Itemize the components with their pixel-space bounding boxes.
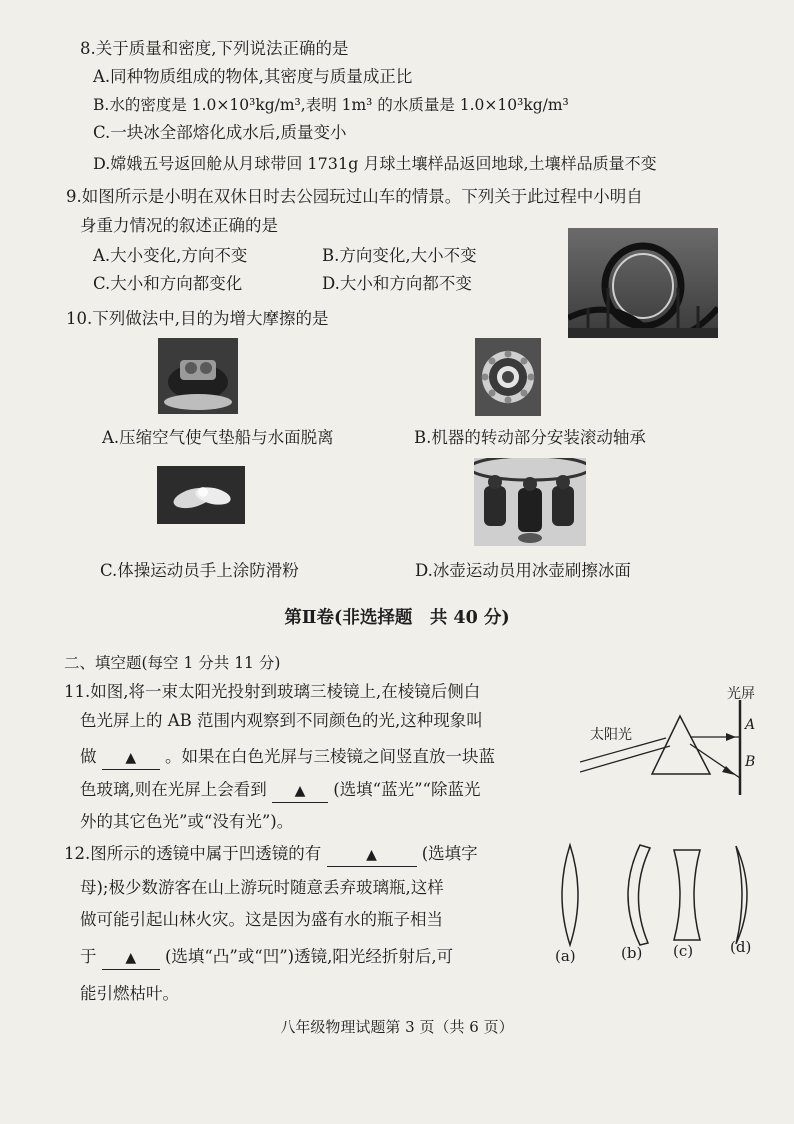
q10-option-d: D.冰壶运动员用冰壶刷擦冰面	[415, 561, 631, 580]
q8-option-c: C.一块冰全部熔化成水后,质量变小	[93, 123, 347, 142]
q8-stem: 8.关于质量和密度,下列说法正确的是	[80, 39, 349, 58]
q9-stem-line1: 9.如图所示是小明在双休日时去公园玩过山车的情景。下列关于此过程中小明自	[66, 187, 643, 206]
q12-line5: 能引燃枯叶。	[80, 984, 179, 1003]
q9-option-c: C.大小和方向都变化	[93, 274, 243, 293]
roller-coaster-photo	[568, 228, 718, 338]
lens-label-d: (d)	[730, 938, 752, 956]
q12-line3: 做可能引起山林火灾。这是因为盛有水的瓶子相当	[80, 910, 443, 929]
q8-option-b: B.水的密度是 1.0×10³kg/m³,表明 1m³ 的水质量是 1.0×10³kg/m³	[93, 96, 569, 114]
q11-line4-start: 色玻璃,则在光屏上会看到	[80, 780, 267, 799]
q9-option-d: D.大小和方向都不变	[322, 274, 472, 293]
q9-option-b: B.方向变化,大小不变	[322, 246, 477, 265]
q12-line1-end: (选填字	[421, 844, 478, 863]
q12-blank-2[interactable]	[102, 946, 160, 970]
page-footer: 八年级物理试题第 3 页（共 6 页）	[280, 1018, 514, 1036]
q12-line2: 母);极少数游客在山上游玩时随意丢弃玻璃瓶,这样	[80, 878, 444, 897]
q10-option-a: A.压缩空气使气垫船与水面脱离	[102, 428, 334, 447]
answer-mark: ▲	[294, 783, 306, 799]
q11-blank-2[interactable]	[272, 779, 328, 803]
curling-photo	[474, 458, 586, 546]
section-title: 第Ⅱ卷(非选择题 共 40 分)	[284, 608, 510, 628]
q12-line1-start: 12.图所示的透镜中属于凹透镜的有	[64, 844, 322, 863]
answer-mark: ▲	[366, 847, 377, 863]
answer-mark: ▲	[125, 950, 137, 966]
q10-stem: 10.下列做法中,目的为增大摩擦的是	[66, 309, 329, 328]
prism-point-b-label: B	[745, 754, 756, 770]
q12-line4	[80, 946, 453, 970]
prism-sunlight-label: 太阳光	[590, 727, 632, 743]
q11-line3-end: 。如果在白色光屏与三棱镜之间竖直放一块蓝	[165, 747, 495, 766]
q11-line1: 11.如图,将一束太阳光投射到玻璃三棱镜上,在棱镜后侧白	[64, 682, 481, 701]
lens-label-b: (b)	[621, 944, 643, 962]
q10-option-b: B.机器的转动部分安装滚动轴承	[414, 428, 646, 447]
prism-screen-label: 光屏	[727, 686, 755, 702]
q11-line2: 色光屏上的 AB 范围内观察到不同颜色的光,这种现象叫	[80, 711, 483, 730]
q9-option-a: A.大小变化,方向不变	[93, 246, 248, 265]
bearing-photo	[475, 338, 541, 416]
q12-line4-start: 于	[80, 947, 97, 966]
q10-option-c: C.体操运动员手上涂防滑粉	[100, 561, 299, 580]
answer-mark: ▲	[125, 750, 137, 766]
lens-label-a: (a)	[555, 947, 576, 965]
prism-point-a-label: A	[745, 717, 756, 733]
q12-line1	[64, 843, 478, 867]
q11-blank-1[interactable]	[102, 746, 160, 770]
q11-line4-end: (选填“蓝光”“除蓝光	[333, 780, 481, 799]
gymnast-hands-photo	[157, 466, 245, 524]
q11-line4	[80, 779, 481, 803]
q8-option-a: A.同种物质组成的物体,其密度与质量成正比	[93, 67, 413, 86]
q11-line3-start: 做	[80, 747, 97, 766]
q12-blank-1[interactable]	[327, 843, 417, 867]
q11-line5: 外的其它色光”或“没有光”)。	[80, 812, 294, 831]
section-header-fill-in: 二、填空题(每空 1 分共 11 分)	[64, 654, 281, 672]
hovercraft-photo	[158, 338, 238, 414]
q9-stem-line2: 身重力情况的叙述正确的是	[80, 216, 278, 235]
lens-figures	[548, 840, 768, 950]
q11-line3	[80, 746, 495, 770]
lens-label-c: (c)	[673, 942, 694, 960]
q8-option-d: D.嫦娥五号返回舱从月球带回 1731g 月球土壤样品返回地球,土壤样品质量不变	[93, 154, 657, 173]
q12-line4-end: (选填“凸”或“凹”)透镜,阳光经折射后,可	[165, 947, 454, 966]
